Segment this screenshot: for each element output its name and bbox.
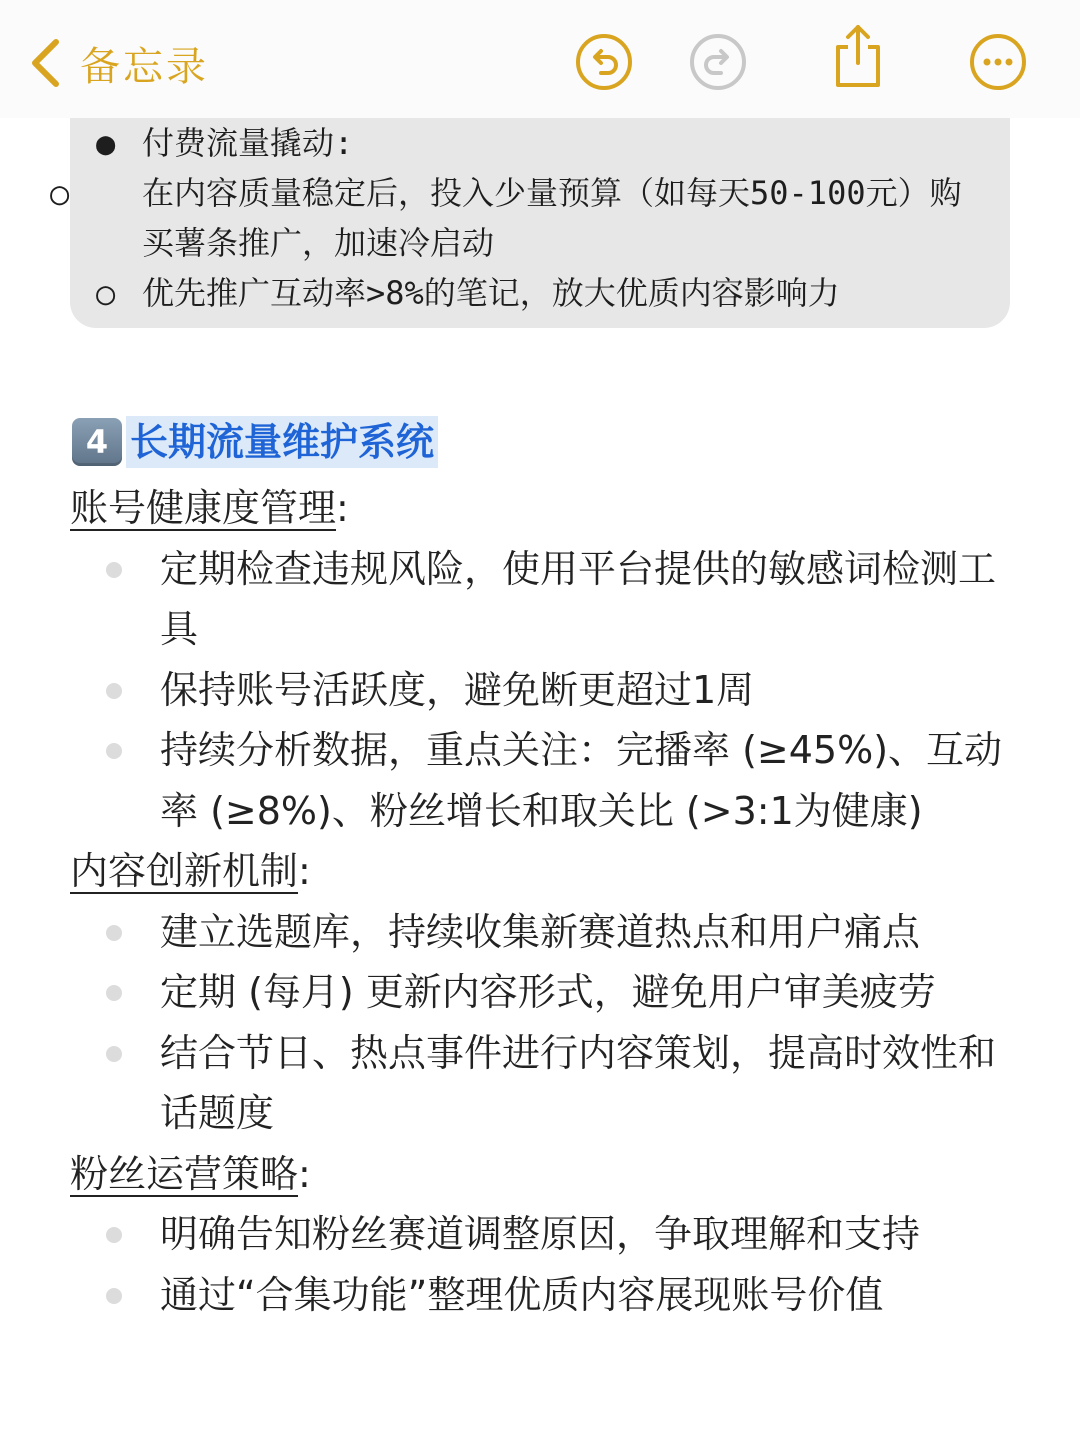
back-button[interactable] (28, 30, 209, 96)
bullet-dot (106, 985, 122, 1001)
quote-line (50, 168, 986, 268)
list-item-text: 定期检查违规风险，使用平台提供的敏感词检测工具 (160, 546, 997, 651)
redo-button[interactable] (688, 34, 748, 94)
list-item (70, 1204, 1010, 1265)
bullet-dot (106, 562, 122, 578)
quote-line (96, 118, 986, 168)
list-item (70, 720, 1010, 841)
list-item-text: 持续分析数据，重点关注：完播率 (≥45%)、互动率 (≥8%)、粉丝增长和取关比 (>3:1为健康) (160, 728, 1003, 833)
section-title-text: 内容创新机制 (70, 849, 299, 893)
section-heading (72, 416, 438, 468)
section-title-text: 粉丝运营策略 (70, 1151, 299, 1196)
section-fan-operations (70, 1144, 1010, 1326)
hollow-bullet-mark: ○ (96, 274, 116, 312)
heading-text: 长期流量维护系统 (126, 416, 438, 468)
section-title-colon: : (336, 486, 349, 530)
section-title (70, 478, 1010, 539)
bullet-dot (106, 925, 122, 941)
list-item-text: 通过“合集功能”整理优质内容展现账号价值 (160, 1272, 884, 1317)
list-item (70, 539, 1010, 660)
note-content[interactable] (70, 478, 1010, 1325)
list-item (70, 1023, 1010, 1144)
section-title-colon: : (298, 1151, 311, 1196)
keycap-number-badge: 4 (72, 418, 122, 466)
quote-line-text: 在内容质量稳定后，投入少量预算（如每天50-100元）购买薯条推广，加速冷启动 (142, 174, 962, 262)
undo-button[interactable] (574, 34, 634, 94)
list-item-text: 保持账号活跃度，避免断更超过1周 (160, 667, 755, 712)
navigation-bar (0, 0, 1080, 118)
share-icon (830, 23, 886, 93)
chevron-left-icon (28, 38, 62, 88)
bullet-dot (106, 743, 122, 759)
bullet-dot (106, 683, 122, 699)
ellipsis-icon (969, 33, 1027, 95)
redo-icon (689, 33, 747, 95)
back-label: 备忘录 (80, 43, 209, 90)
bullet-dot (106, 1046, 122, 1062)
section-content-innovation (70, 841, 1010, 1144)
section-title-colon: : (298, 849, 311, 893)
quote-line (96, 268, 986, 318)
undo-icon (575, 33, 633, 95)
section-title (70, 841, 1010, 902)
bullet-dot (106, 1288, 122, 1304)
filled-bullet-mark: ● (96, 124, 116, 162)
bullet-dot (106, 1227, 122, 1243)
section-title-text: 账号健康度管理 (70, 486, 337, 530)
list-item (70, 962, 1010, 1023)
list-item-text: 结合节日、热点事件进行内容策划，提高时效性和话题度 (160, 1030, 997, 1135)
list-item-text: 定期 (每月) 更新内容形式，避免用户审美疲劳 (160, 970, 936, 1014)
share-button[interactable] (828, 28, 888, 88)
list-item (70, 1265, 1010, 1326)
list-item (70, 660, 1010, 721)
hollow-bullet-mark: ○ (50, 174, 70, 212)
quote-line-text: 付费流量撬动: (142, 124, 354, 162)
list-item (70, 902, 1010, 963)
section-account-health (70, 478, 1010, 841)
section-title (70, 1144, 1010, 1205)
list-item-text: 明确告知粉丝赛道调整原因，争取理解和支持 (160, 1212, 921, 1256)
list-item-text: 建立选题库，持续收集新赛道热点和用户痛点 (160, 909, 921, 954)
quote-line-text: 优先推广互动率>8%的笔记，放大优质内容影响力 (142, 274, 840, 312)
more-options-button[interactable] (968, 34, 1028, 94)
quote-block (50, 118, 1010, 328)
